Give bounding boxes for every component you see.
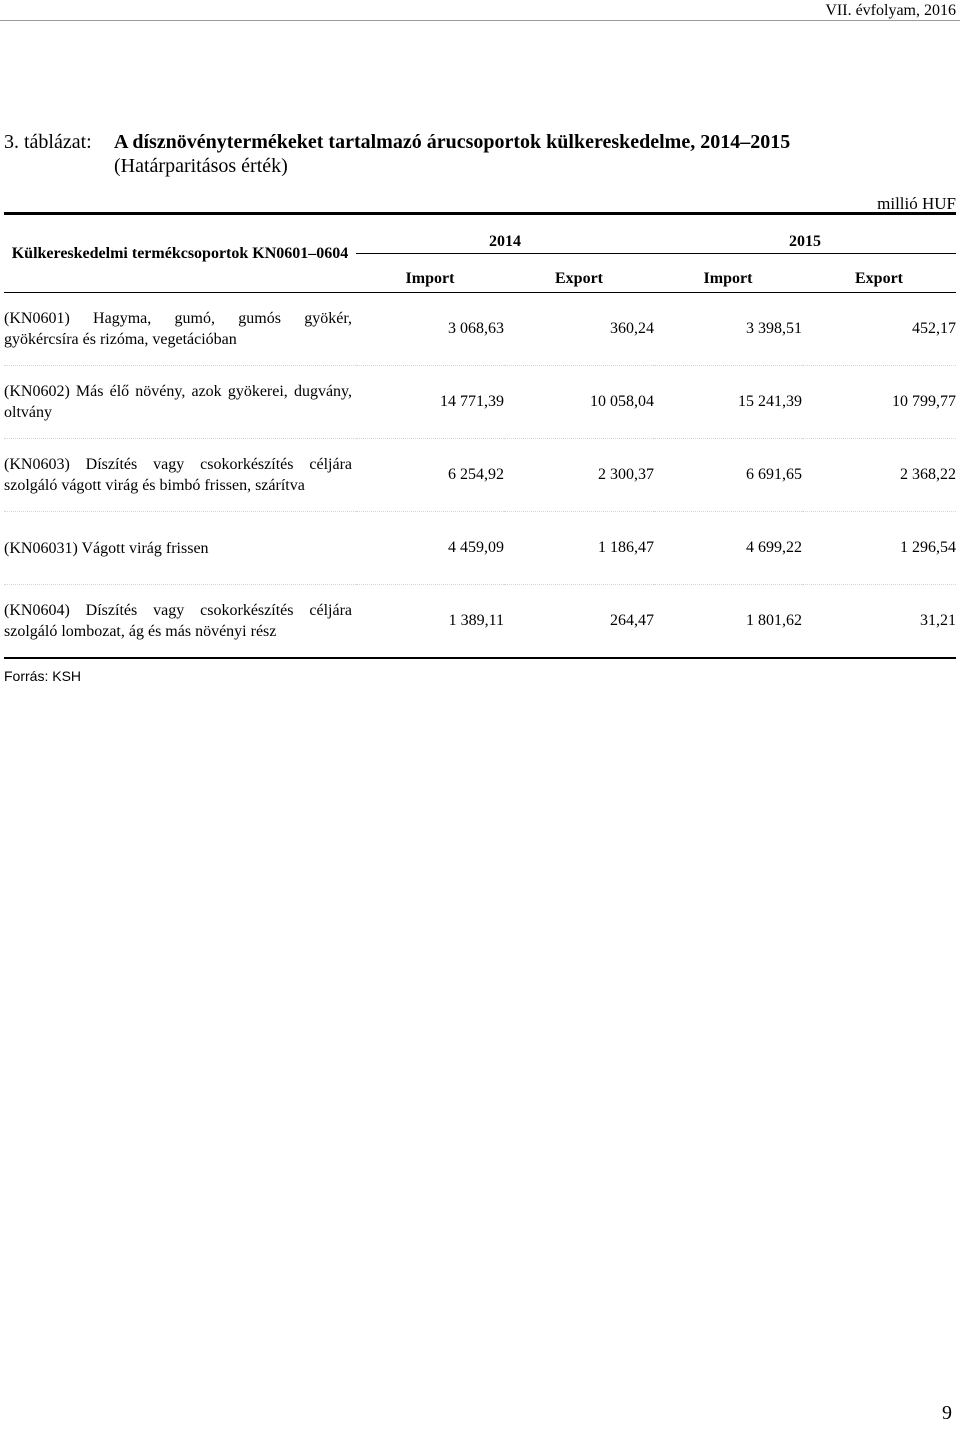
table-row bbox=[4, 366, 956, 439]
cell-export-2014: 10 058,04 bbox=[504, 366, 654, 439]
unit-label: millió HUF bbox=[877, 194, 956, 213]
cell-export-2015: 2 368,22 bbox=[802, 439, 956, 512]
cell-import-2014: 3 068,63 bbox=[356, 293, 504, 366]
row-label: (KN0604) Díszítés vagy csokorkészítés céljára szolgáló lombozat, ág és más növényi rész bbox=[4, 585, 356, 659]
subheader-import-2015: Import bbox=[654, 254, 802, 293]
cell-export-2014: 2 300,37 bbox=[504, 439, 654, 512]
table-header bbox=[4, 214, 956, 293]
subheader-import-2014: Import bbox=[356, 254, 504, 293]
page-number: 9 bbox=[942, 1402, 952, 1424]
table-row bbox=[4, 585, 956, 659]
header-divider bbox=[0, 20, 960, 21]
row-label: (KN06031) Vágott virág frissen bbox=[4, 512, 356, 585]
cell-export-2015: 1 296,54 bbox=[802, 512, 956, 585]
year-header-2014: 2014 bbox=[356, 214, 654, 254]
cell-import-2014: 4 459,09 bbox=[356, 512, 504, 585]
table-row bbox=[4, 512, 956, 585]
journal-volume: VII. évfolyam, 2016 bbox=[825, 2, 956, 19]
trade-table bbox=[4, 212, 956, 659]
table-caption bbox=[4, 130, 790, 178]
cell-export-2015: 452,17 bbox=[802, 293, 956, 366]
table-row bbox=[4, 293, 956, 366]
cell-export-2015: 10 799,77 bbox=[802, 366, 956, 439]
cell-export-2014: 360,24 bbox=[504, 293, 654, 366]
cell-import-2015: 4 699,22 bbox=[654, 512, 802, 585]
cell-import-2015: 3 398,51 bbox=[654, 293, 802, 366]
cell-import-2015: 15 241,39 bbox=[654, 366, 802, 439]
table-body bbox=[4, 293, 956, 659]
year-header-2015: 2015 bbox=[654, 214, 956, 254]
cell-export-2014: 264,47 bbox=[504, 585, 654, 659]
cell-export-2014: 1 186,47 bbox=[504, 512, 654, 585]
row-label: (KN0601) Hagyma, gumó, gumós gyökér, gyökércsíra és rizóma, vegetációban bbox=[4, 293, 356, 366]
cell-import-2015: 1 801,62 bbox=[654, 585, 802, 659]
source-note: Forrás: KSH bbox=[4, 668, 82, 684]
trade-table-container bbox=[4, 212, 956, 659]
cell-import-2014: 6 254,92 bbox=[356, 439, 504, 512]
caption-label: 3. táblázat: bbox=[4, 131, 92, 153]
caption-subtitle: (Határparitásos érték) bbox=[114, 155, 288, 177]
cell-import-2014: 14 771,39 bbox=[356, 366, 504, 439]
subheader-export-2014: Export bbox=[504, 254, 654, 293]
caption-title: A dísznövénytermékeket tartalmazó árucsoportok külkereskedelme, 2014–2015 bbox=[114, 131, 791, 153]
row-label: (KN0602) Más élő növény, azok gyökerei, dugvány, oltvány bbox=[4, 366, 356, 439]
table-row bbox=[4, 439, 956, 512]
cell-import-2015: 6 691,65 bbox=[654, 439, 802, 512]
row-label: (KN0603) Díszítés vagy csokorkészítés céljára szolgáló vágott virág és bimbó frissen, szárítva bbox=[4, 439, 356, 512]
corner-header: Külkereskedelmi termékcsoportok KN0601–0604 bbox=[4, 214, 356, 293]
cell-import-2014: 1 389,11 bbox=[356, 585, 504, 659]
cell-export-2015: 31,21 bbox=[802, 585, 956, 659]
subheader-export-2015: Export bbox=[802, 254, 956, 293]
